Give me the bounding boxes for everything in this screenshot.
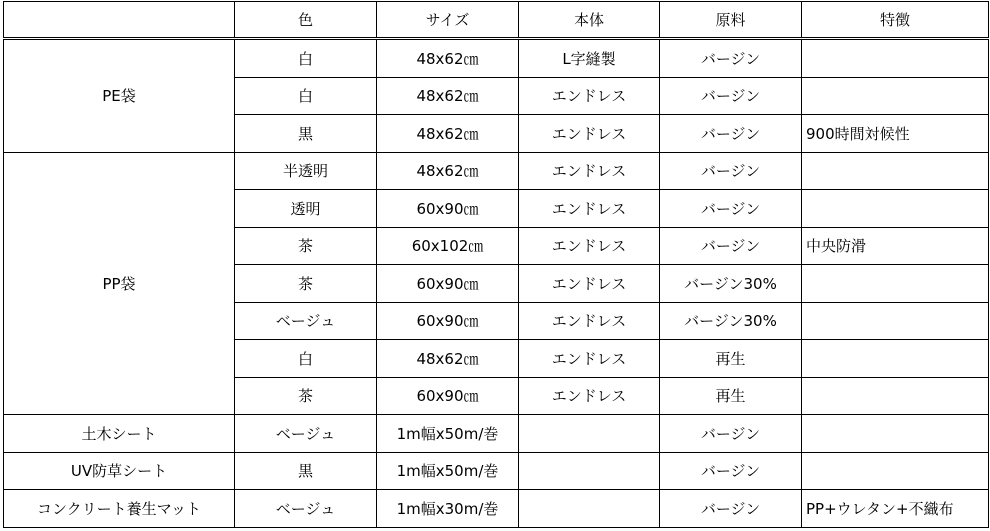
product-name: コンクリート養生マット xyxy=(4,490,235,528)
cell-color: 白 xyxy=(235,39,377,78)
cell-size: 48x62㎝ xyxy=(377,340,519,378)
cell-body xyxy=(519,490,660,528)
cell-color: 白 xyxy=(235,77,377,115)
cell-color: 黒 xyxy=(235,115,377,153)
cell-size: 60x90㎝ xyxy=(377,190,519,228)
cell-feature xyxy=(802,302,989,340)
cell-feature xyxy=(802,265,989,303)
cell-color: ベージュ xyxy=(235,490,377,528)
cell-feature: 900時間対候性 xyxy=(802,115,989,153)
header-color: 色 xyxy=(235,2,377,39)
table-row xyxy=(4,452,989,490)
cell-material: バージン xyxy=(660,490,802,528)
cell-material: バージン30% xyxy=(660,302,802,340)
product-name: PE袋 xyxy=(4,39,235,153)
cell-body: エンドレス xyxy=(519,115,660,153)
cell-feature xyxy=(802,190,989,228)
cell-color: ベージュ xyxy=(235,302,377,340)
cell-color: 半透明 xyxy=(235,152,377,190)
cell-size: 48x62㎝ xyxy=(377,39,519,78)
cell-color: 茶 xyxy=(235,377,377,415)
cell-material: バージン xyxy=(660,452,802,490)
cell-body: エンドレス xyxy=(519,227,660,265)
cell-material: バージン xyxy=(660,227,802,265)
cell-size: 60x90㎝ xyxy=(377,302,519,340)
cell-color: 黒 xyxy=(235,452,377,490)
header-row xyxy=(4,2,989,39)
table-row xyxy=(4,490,989,528)
header-material: 原料 xyxy=(660,2,802,39)
cell-feature xyxy=(802,377,989,415)
cell-color: 茶 xyxy=(235,227,377,265)
cell-body: エンドレス xyxy=(519,302,660,340)
cell-feature xyxy=(802,77,989,115)
cell-size: 60x90㎝ xyxy=(377,265,519,303)
cell-feature xyxy=(802,415,989,453)
product-name: PP袋 xyxy=(4,152,235,415)
product-spec-table xyxy=(3,1,989,528)
cell-color: 白 xyxy=(235,340,377,378)
cell-size: 1m幅x50m/巻 xyxy=(377,452,519,490)
cell-material: バージン xyxy=(660,39,802,78)
table-row xyxy=(4,415,989,453)
header-size: サイズ xyxy=(377,2,519,39)
cell-body: エンドレス xyxy=(519,340,660,378)
cell-material: 再生 xyxy=(660,377,802,415)
cell-material: バージン xyxy=(660,152,802,190)
cell-feature xyxy=(802,452,989,490)
cell-size: 48x62㎝ xyxy=(377,77,519,115)
cell-body: エンドレス xyxy=(519,190,660,228)
product-name: 土木シート xyxy=(4,415,235,453)
cell-size: 1m幅x50m/巻 xyxy=(377,415,519,453)
cell-size: 1m幅x30m/巻 xyxy=(377,490,519,528)
cell-color: 茶 xyxy=(235,265,377,303)
table-row xyxy=(4,152,989,190)
cell-body xyxy=(519,415,660,453)
cell-material: バージン xyxy=(660,190,802,228)
cell-size: 60x90㎝ xyxy=(377,377,519,415)
product-name: UV防草シート xyxy=(4,452,235,490)
cell-material: バージン30% xyxy=(660,265,802,303)
cell-body: エンドレス xyxy=(519,377,660,415)
cell-feature: 中央防滑 xyxy=(802,227,989,265)
cell-size: 60x102㎝ xyxy=(377,227,519,265)
cell-material: バージン xyxy=(660,77,802,115)
cell-body: エンドレス xyxy=(519,265,660,303)
cell-feature xyxy=(802,152,989,190)
header-feature: 特徴 xyxy=(802,2,989,39)
cell-feature xyxy=(802,39,989,78)
cell-size: 48x62㎝ xyxy=(377,152,519,190)
cell-body xyxy=(519,452,660,490)
cell-material: 再生 xyxy=(660,340,802,378)
cell-size: 48x62㎝ xyxy=(377,115,519,153)
table-row xyxy=(4,39,989,78)
cell-body: エンドレス xyxy=(519,152,660,190)
cell-body: L字縫製 xyxy=(519,39,660,78)
header-product xyxy=(4,2,235,39)
cell-material: バージン xyxy=(660,415,802,453)
cell-feature xyxy=(802,340,989,378)
cell-material: バージン xyxy=(660,115,802,153)
header-body: 本体 xyxy=(519,2,660,39)
cell-body: エンドレス xyxy=(519,77,660,115)
cell-color: 透明 xyxy=(235,190,377,228)
cell-feature: PP+ウレタン+不織布 xyxy=(802,490,989,528)
cell-color: ベージュ xyxy=(235,415,377,453)
